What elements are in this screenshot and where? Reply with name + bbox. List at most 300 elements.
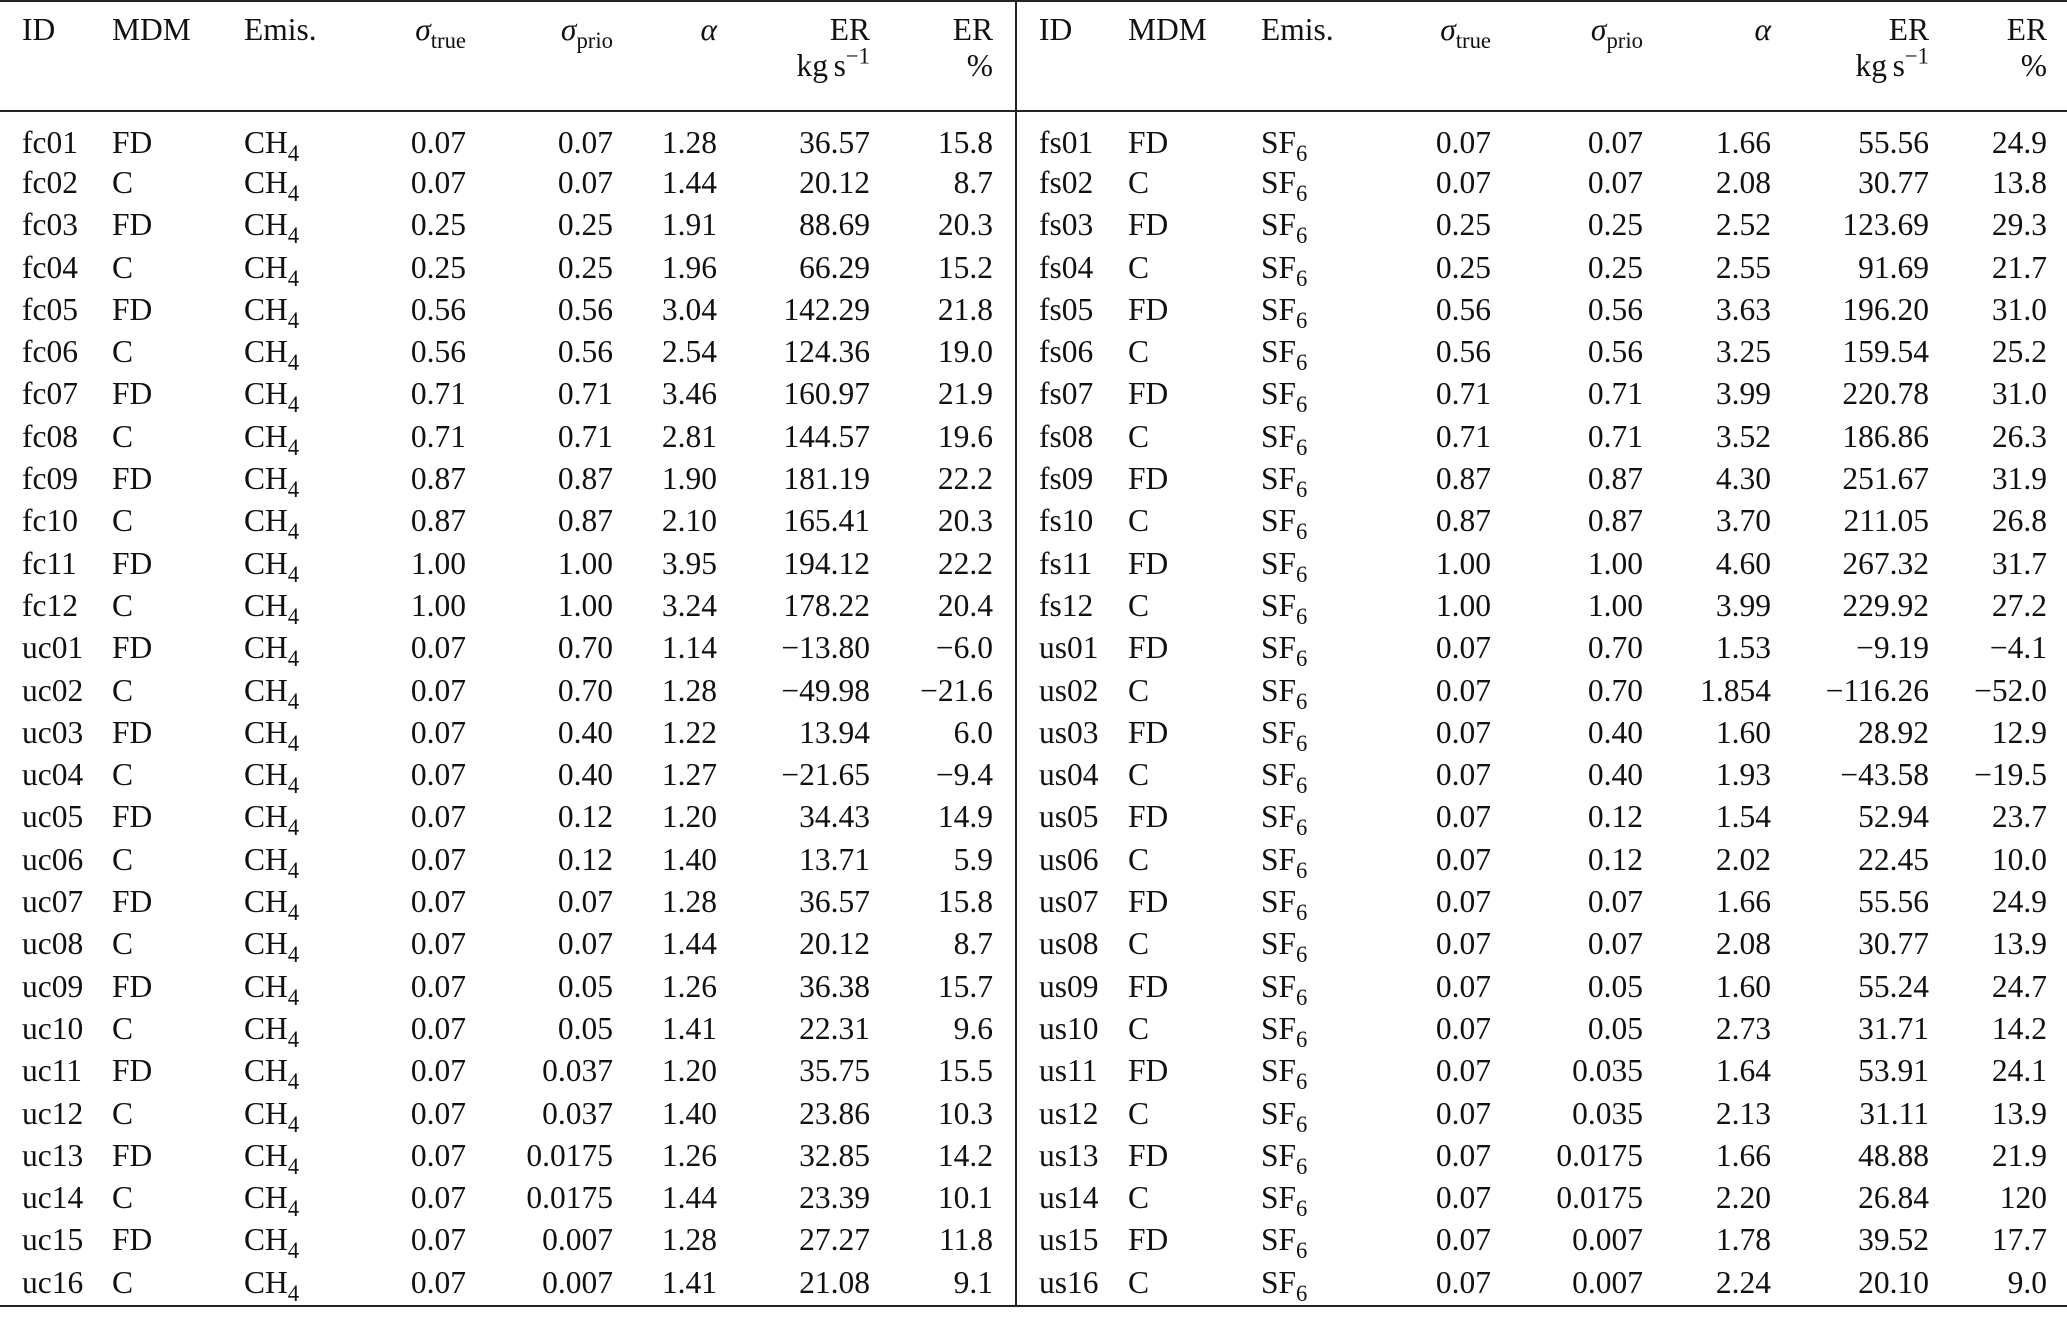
cell-id: uc01 xyxy=(22,630,84,666)
cell-sigma-true-right: 0.07 xyxy=(1435,757,1491,793)
cell-er-pct-right: 21.9 xyxy=(1991,1137,2047,1173)
cell-sigma-true: 0.07 xyxy=(410,757,466,793)
cell-id-right: us07 xyxy=(1016,883,1128,925)
cell-er-abs: 178.22 xyxy=(783,587,870,623)
cell-sigma-prio-right: 0.05 xyxy=(1587,1010,1643,1046)
cell-mdm: C xyxy=(112,587,134,623)
cell-emis: $CH_4$ xyxy=(244,1222,300,1264)
cell-mdm-right: C xyxy=(1128,1180,1150,1216)
cell-mdm-right: FD xyxy=(1128,291,1169,327)
cell-er-pct-right: 10.0 xyxy=(1991,841,2047,877)
cell-id-right: fs09 xyxy=(1016,460,1128,502)
table-row xyxy=(0,333,2067,375)
cell-sigma-prio: 0.56 xyxy=(557,291,613,327)
cell-mdm: C xyxy=(112,672,134,708)
cell-emis-right: $SF_6$ xyxy=(1261,714,1308,756)
cell-alpha: 1.20 xyxy=(661,799,717,835)
cell-alpha: 1.44 xyxy=(661,165,717,200)
header-mdm: MDM xyxy=(112,12,191,47)
cell-alpha: 1.28 xyxy=(661,672,717,708)
cell-er-abs-right: 91.69 xyxy=(1858,249,1929,285)
cell-alpha-right: 1.54 xyxy=(1715,799,1771,835)
cell-er-abs: 23.86 xyxy=(799,1095,870,1131)
cell-er-pct-right: 24.9 xyxy=(1991,884,2047,920)
cell-er-abs: 36.57 xyxy=(799,884,870,920)
header-alpha-right: α xyxy=(1754,12,1771,47)
cell-er-pct-right: 24.9 xyxy=(1991,125,2047,160)
cell-er-pct: 9.1 xyxy=(953,1264,993,1300)
header-emis: Emis. xyxy=(244,12,317,47)
cell-emis-right: $SF_6$ xyxy=(1261,630,1308,672)
cell-sigma-prio: 1.00 xyxy=(557,587,613,623)
cell-er-abs: 34.43 xyxy=(799,799,870,835)
cell-er-pct-right: −52.0 xyxy=(1974,672,2047,708)
cell-mdm: FD xyxy=(112,884,153,920)
cell-id: fc08 xyxy=(22,418,78,454)
cell-emis-right: $SF_6$ xyxy=(1261,1095,1308,1137)
cell-alpha: 1.41 xyxy=(661,1264,717,1300)
cell-sigma-prio-right: 0.007 xyxy=(1572,1222,1643,1258)
cell-sigma-prio-right: 0.07 xyxy=(1587,884,1643,920)
cell-sigma-prio-right: 0.40 xyxy=(1587,757,1643,793)
cell-alpha-right: 2.08 xyxy=(1715,926,1771,962)
cell-er-abs: 88.69 xyxy=(799,207,870,243)
cell-id-right: fs12 xyxy=(1016,587,1128,629)
cell-mdm: C xyxy=(112,249,134,285)
cell-id-right: us16 xyxy=(1016,1264,1128,1306)
cell-alpha: 3.95 xyxy=(661,545,717,581)
cell-emis-right: $SF_6$ xyxy=(1261,926,1308,968)
cell-alpha-right: 4.60 xyxy=(1715,545,1771,581)
table-row xyxy=(0,925,2067,967)
cell-mdm: C xyxy=(112,334,134,370)
cell-id-right: us12 xyxy=(1016,1095,1128,1137)
cell-alpha: 3.46 xyxy=(661,376,717,412)
cell-sigma-true: 1.00 xyxy=(410,545,466,581)
cell-emis-right: $SF_6$ xyxy=(1261,884,1308,925)
cell-emis-right: $SF_6$ xyxy=(1261,418,1308,460)
cell-emis: $CH_4$ xyxy=(244,545,300,587)
cell-er-abs-right: 31.11 xyxy=(1859,1095,1929,1131)
cell-sigma-prio: 0.07 xyxy=(557,125,613,160)
cell-sigma-prio: 0.12 xyxy=(557,841,613,877)
header-er-abs: ER kg $s^{-1}$ xyxy=(796,12,870,83)
cell-er-abs: 165.41 xyxy=(783,503,870,539)
cell-emis-right: $SF_6$ xyxy=(1261,757,1308,799)
cell-er-abs-right: 28.92 xyxy=(1858,714,1929,750)
table-row xyxy=(0,1095,2067,1137)
cell-er-abs-right: 55.56 xyxy=(1858,884,1929,920)
cell-alpha-right: 2.24 xyxy=(1715,1264,1771,1300)
table-body xyxy=(0,111,2067,1306)
cell-sigma-prio: 0.07 xyxy=(557,926,613,962)
cell-id-right: us06 xyxy=(1016,841,1128,883)
cell-sigma-true-right: 0.07 xyxy=(1435,165,1491,200)
cell-emis: $CH_4$ xyxy=(244,1053,300,1095)
cell-alpha: 1.90 xyxy=(661,461,717,497)
cell-er-pct-right: −19.5 xyxy=(1974,757,2047,793)
cell-mdm-right: C xyxy=(1128,757,1150,793)
cell-mdm-right: FD xyxy=(1128,207,1169,243)
cell-mdm: FD xyxy=(112,630,153,666)
cell-mdm-right: C xyxy=(1128,926,1150,962)
cell-emis: $CH_4$ xyxy=(244,968,300,1010)
cell-sigma-prio-right: 0.71 xyxy=(1587,418,1643,454)
cell-er-pct: 15.7 xyxy=(937,968,993,1004)
cell-id: uc07 xyxy=(22,884,84,920)
cell-id-right: us08 xyxy=(1016,925,1128,967)
cell-alpha: 1.26 xyxy=(661,1137,717,1173)
cell-er-pct-right: 31.0 xyxy=(1991,376,2047,412)
cell-er-abs-right: 186.86 xyxy=(1842,418,1929,454)
header-er-abs-right: ER kg $s^{-1}$ xyxy=(1855,12,1929,83)
cell-sigma-prio: 0.007 xyxy=(542,1264,613,1300)
cell-mdm: FD xyxy=(112,799,153,835)
header-emis-right: Emis. xyxy=(1261,12,1334,47)
cell-id: fc02 xyxy=(22,165,78,200)
cell-mdm: C xyxy=(112,841,134,877)
cell-alpha-right: 3.99 xyxy=(1715,376,1771,412)
cell-sigma-prio-right: 1.00 xyxy=(1587,587,1643,623)
cell-sigma-true-right: 0.07 xyxy=(1435,1010,1491,1046)
cell-er-abs-right: 30.77 xyxy=(1858,165,1929,200)
cell-sigma-true: 0.07 xyxy=(410,1010,466,1046)
cell-emis-right: $SF_6$ xyxy=(1261,1222,1308,1264)
cell-er-pct: 15.2 xyxy=(937,249,993,285)
table-row xyxy=(0,418,2067,460)
cell-emis-right: $SF_6$ xyxy=(1261,207,1308,249)
cell-emis: $CH_4$ xyxy=(244,1180,300,1222)
cell-id-right: fs08 xyxy=(1016,418,1128,460)
cell-id-right: us02 xyxy=(1016,672,1128,714)
cell-er-abs: 160.97 xyxy=(783,376,870,412)
cell-id: fc07 xyxy=(22,376,78,412)
cell-sigma-prio-right: 0.07 xyxy=(1587,125,1643,160)
cell-sigma-prio-right: 0.07 xyxy=(1587,926,1643,962)
cell-alpha-right: 3.99 xyxy=(1715,587,1771,623)
cell-alpha: 2.54 xyxy=(661,334,717,370)
cell-er-pct-right: 26.3 xyxy=(1991,418,2047,454)
cell-sigma-true: 0.07 xyxy=(410,841,466,877)
cell-sigma-prio: 0.70 xyxy=(557,630,613,666)
header-sigma-prio: $\sigma_{prio}$ xyxy=(560,12,613,53)
cell-sigma-prio-right: 0.87 xyxy=(1587,503,1643,539)
cell-sigma-true-right: 0.56 xyxy=(1435,334,1491,370)
cell-sigma-prio-right: 0.25 xyxy=(1587,207,1643,243)
cell-er-pct-right: 17.7 xyxy=(1991,1222,2047,1258)
cell-er-abs: 32.85 xyxy=(799,1137,870,1173)
cell-emis: $CH_4$ xyxy=(244,461,300,503)
cell-er-abs-right: 211.05 xyxy=(1843,503,1929,539)
cell-sigma-true-right: 0.07 xyxy=(1435,1222,1491,1258)
cell-alpha-right: 1.60 xyxy=(1715,968,1771,1004)
cell-er-abs-right: 26.84 xyxy=(1858,1180,1929,1216)
cell-er-pct-right: 24.1 xyxy=(1991,1053,2047,1089)
cell-emis: $CH_4$ xyxy=(244,165,300,206)
cell-mdm-right: C xyxy=(1128,1264,1150,1300)
cell-er-pct: 15.8 xyxy=(937,125,993,160)
header-er-pct-right: ER % xyxy=(2006,12,2047,83)
cell-sigma-true: 0.07 xyxy=(410,968,466,1004)
cell-er-abs-right: 123.69 xyxy=(1842,207,1929,243)
table-row xyxy=(0,672,2067,714)
cell-mdm: FD xyxy=(112,1137,153,1173)
cell-alpha: 3.04 xyxy=(661,291,717,327)
cell-sigma-prio: 0.70 xyxy=(557,672,613,708)
table-row xyxy=(0,756,2067,798)
cell-alpha: 1.28 xyxy=(661,125,717,160)
cell-id: uc09 xyxy=(22,968,84,1004)
cell-mdm: FD xyxy=(112,461,153,497)
cell-mdm-right: FD xyxy=(1128,799,1169,835)
cell-er-abs-right: 229.92 xyxy=(1842,587,1929,623)
cell-alpha-right: 2.02 xyxy=(1715,841,1771,877)
cell-sigma-prio: 0.037 xyxy=(542,1053,613,1089)
cell-alpha: 1.91 xyxy=(661,207,717,243)
table-row xyxy=(0,460,2067,502)
table-row xyxy=(0,798,2067,840)
cell-id-right: us09 xyxy=(1016,968,1128,1010)
cell-mdm-right: FD xyxy=(1128,125,1169,160)
cell-emis: $CH_4$ xyxy=(244,503,300,545)
cell-er-pct: 11.8 xyxy=(939,1222,993,1258)
cell-sigma-true: 0.07 xyxy=(410,1222,466,1258)
cell-id-right: fs02 xyxy=(1016,164,1128,206)
cell-sigma-true: 0.07 xyxy=(410,714,466,750)
cell-er-pct: 15.8 xyxy=(937,884,993,920)
table-row xyxy=(0,164,2067,206)
table-row xyxy=(0,291,2067,333)
cell-alpha-right: 4.30 xyxy=(1715,461,1771,497)
cell-sigma-true-right: 0.07 xyxy=(1435,1095,1491,1131)
cell-emis-right: $SF_6$ xyxy=(1261,968,1308,1010)
cell-id: uc10 xyxy=(22,1010,84,1046)
cell-er-abs: 36.38 xyxy=(799,968,870,1004)
cell-er-abs-right: 159.54 xyxy=(1842,334,1929,370)
cell-er-abs: 21.08 xyxy=(799,1264,870,1300)
cell-emis-right: $SF_6$ xyxy=(1261,799,1308,841)
cell-id-right: us04 xyxy=(1016,756,1128,798)
cell-id: uc04 xyxy=(22,757,84,793)
cell-sigma-prio: 0.12 xyxy=(557,799,613,835)
cell-alpha-right: 2.08 xyxy=(1715,165,1771,200)
cell-id: fc03 xyxy=(22,207,78,243)
cell-id-right: us11 xyxy=(1016,1052,1128,1094)
cell-er-pct: −6.0 xyxy=(935,630,993,666)
cell-id-right: us05 xyxy=(1016,798,1128,840)
cell-sigma-prio-right: 0.25 xyxy=(1587,249,1643,285)
cell-sigma-true-right: 0.25 xyxy=(1435,249,1491,285)
header-er-pct: ER % xyxy=(952,12,993,83)
cell-sigma-prio-right: 0.70 xyxy=(1587,630,1643,666)
cell-sigma-prio: 0.25 xyxy=(557,249,613,285)
header-id: ID xyxy=(22,12,56,47)
cell-er-pct-right: 24.7 xyxy=(1991,968,2047,1004)
cell-er-abs-right: 20.10 xyxy=(1858,1264,1929,1300)
cell-mdm-right: C xyxy=(1128,1095,1150,1131)
cell-mdm: FD xyxy=(112,714,153,750)
header-alpha: α xyxy=(700,12,717,47)
cell-er-abs-right: 53.91 xyxy=(1858,1053,1929,1089)
cell-mdm: C xyxy=(112,1180,134,1216)
cell-sigma-prio: 0.0175 xyxy=(526,1180,613,1216)
table-row xyxy=(0,375,2067,417)
cell-mdm-right: FD xyxy=(1128,1053,1169,1089)
cell-emis-right: $SF_6$ xyxy=(1261,461,1308,503)
cell-er-pct-right: 13.8 xyxy=(1991,165,2047,200)
cell-sigma-prio: 1.00 xyxy=(557,545,613,581)
cell-sigma-true-right: 0.07 xyxy=(1435,672,1491,708)
cell-er-abs-right: 267.32 xyxy=(1842,545,1929,581)
table-row xyxy=(0,502,2067,544)
cell-sigma-prio: 0.87 xyxy=(557,461,613,497)
cell-er-pct-right: 21.7 xyxy=(1991,249,2047,285)
header-sigma-prio-right: $\sigma_{prio}$ xyxy=(1590,12,1643,53)
cell-er-abs: 27.27 xyxy=(799,1222,870,1258)
cell-er-abs-right: 55.24 xyxy=(1858,968,1929,1004)
cell-id-right: fs06 xyxy=(1016,333,1128,375)
cell-mdm-right: C xyxy=(1128,334,1150,370)
cell-id-right: fs11 xyxy=(1016,545,1128,587)
cell-emis: $CH_4$ xyxy=(244,841,300,883)
cell-alpha: 2.81 xyxy=(661,418,717,454)
cell-er-abs: 13.94 xyxy=(799,714,870,750)
cell-mdm: C xyxy=(112,757,134,793)
cell-er-abs: −49.98 xyxy=(781,672,870,708)
cell-sigma-true: 0.07 xyxy=(410,165,466,200)
cell-emis-right: $SF_6$ xyxy=(1261,376,1308,418)
cell-id: fc06 xyxy=(22,334,78,370)
cell-id: fc05 xyxy=(22,291,78,327)
cell-sigma-true-right: 0.07 xyxy=(1435,1180,1491,1216)
cell-sigma-true: 0.56 xyxy=(410,334,466,370)
cell-sigma-true: 0.25 xyxy=(410,249,466,285)
cell-mdm-right: FD xyxy=(1128,884,1169,920)
cell-id: fc09 xyxy=(22,461,78,497)
cell-emis: $CH_4$ xyxy=(244,587,300,629)
cell-id-right: fs05 xyxy=(1016,291,1128,333)
cell-mdm-right: C xyxy=(1128,503,1150,539)
cell-mdm-right: FD xyxy=(1128,376,1169,412)
cell-id: fc01 xyxy=(22,125,78,160)
cell-mdm: FD xyxy=(112,968,153,1004)
cell-er-abs: 20.12 xyxy=(799,165,870,200)
cell-id-right: fs01 xyxy=(1016,111,1128,164)
cell-id: fc11 xyxy=(22,545,77,581)
cell-id: fc12 xyxy=(22,587,78,623)
cell-er-abs: 35.75 xyxy=(799,1053,870,1089)
cell-sigma-true: 0.07 xyxy=(410,1264,466,1300)
cell-sigma-true: 0.07 xyxy=(410,1180,466,1216)
cell-id-right: fs07 xyxy=(1016,375,1128,417)
cell-emis: $CH_4$ xyxy=(244,672,300,714)
cell-emis: $CH_4$ xyxy=(244,1095,300,1137)
cell-mdm-right: C xyxy=(1128,418,1150,454)
cell-er-abs-right: 39.52 xyxy=(1858,1222,1929,1258)
cell-sigma-prio: 0.40 xyxy=(557,714,613,750)
cell-sigma-true-right: 0.07 xyxy=(1435,926,1491,962)
cell-sigma-true-right: 0.87 xyxy=(1435,461,1491,497)
cell-sigma-true-right: 0.07 xyxy=(1435,125,1491,160)
cell-er-abs: 194.12 xyxy=(783,545,870,581)
cell-sigma-prio-right: 0.71 xyxy=(1587,376,1643,412)
cell-alpha-right: 3.63 xyxy=(1715,291,1771,327)
cell-id: uc16 xyxy=(22,1264,84,1300)
cell-sigma-true-right: 0.71 xyxy=(1435,418,1491,454)
cell-id: uc11 xyxy=(22,1053,83,1089)
table-row xyxy=(0,841,2067,883)
cell-er-pct: 22.2 xyxy=(937,461,993,497)
cell-er-pct-right: 12.9 xyxy=(1991,714,2047,750)
table-row xyxy=(0,587,2067,629)
cell-er-pct-right: 13.9 xyxy=(1991,926,2047,962)
cell-er-abs-right: −9.19 xyxy=(1856,630,1929,666)
cell-id: uc03 xyxy=(22,714,84,750)
cell-alpha: 1.40 xyxy=(661,841,717,877)
cell-er-pct-right: 31.9 xyxy=(1991,461,2047,497)
cell-er-abs: 36.57 xyxy=(799,125,870,160)
cell-mdm: FD xyxy=(112,1222,153,1258)
table-row xyxy=(0,883,2067,925)
cell-emis: $CH_4$ xyxy=(244,1264,300,1306)
cell-er-abs: 13.71 xyxy=(799,841,870,877)
cell-alpha-right: 2.20 xyxy=(1715,1180,1771,1216)
cell-sigma-true-right: 0.07 xyxy=(1435,1264,1491,1300)
cell-sigma-true-right: 0.87 xyxy=(1435,503,1491,539)
cell-alpha: 1.44 xyxy=(661,1180,717,1216)
cell-sigma-true-right: 0.07 xyxy=(1435,968,1491,1004)
cell-mdm: C xyxy=(112,1010,134,1046)
cell-alpha: 1.40 xyxy=(661,1095,717,1131)
cell-emis-right: $SF_6$ xyxy=(1261,587,1308,629)
cell-mdm: C xyxy=(112,165,134,200)
cell-emis: $CH_4$ xyxy=(244,418,300,460)
cell-emis: $CH_4$ xyxy=(244,1010,300,1052)
cell-sigma-prio: 0.87 xyxy=(557,503,613,539)
cell-emis: $CH_4$ xyxy=(244,799,300,841)
cell-er-pct: 8.7 xyxy=(953,926,993,962)
cell-alpha-right: 2.73 xyxy=(1715,1010,1771,1046)
cell-sigma-true: 0.71 xyxy=(410,418,466,454)
cell-er-pct: 5.9 xyxy=(953,841,993,877)
cell-sigma-true: 0.07 xyxy=(410,884,466,920)
cell-mdm: C xyxy=(112,1095,134,1131)
cell-er-pct-right: 14.2 xyxy=(1991,1010,2047,1046)
cell-alpha: 1.14 xyxy=(661,630,717,666)
cell-sigma-true: 0.07 xyxy=(410,125,466,160)
cell-er-abs: 142.29 xyxy=(783,291,870,327)
cell-er-pct: 19.0 xyxy=(937,334,993,370)
cell-sigma-true-right: 0.07 xyxy=(1435,884,1491,920)
cell-er-pct: 10.3 xyxy=(937,1095,993,1131)
cell-sigma-true: 0.07 xyxy=(410,799,466,835)
cell-emis-right: $SF_6$ xyxy=(1261,125,1308,166)
table-row xyxy=(0,111,2067,164)
cell-alpha: 1.28 xyxy=(661,884,717,920)
cell-er-pct-right: 29.3 xyxy=(1991,207,2047,243)
cell-emis-right: $SF_6$ xyxy=(1261,291,1308,333)
cell-er-pct-right: 31.7 xyxy=(1991,545,2047,581)
cell-sigma-true-right: 1.00 xyxy=(1435,545,1491,581)
cell-sigma-prio-right: 0.70 xyxy=(1587,672,1643,708)
cell-er-abs: −21.65 xyxy=(781,757,870,793)
cell-sigma-prio: 0.71 xyxy=(557,376,613,412)
cell-sigma-prio: 0.007 xyxy=(542,1222,613,1258)
cell-mdm: C xyxy=(112,503,134,539)
cell-sigma-prio-right: 0.12 xyxy=(1587,799,1643,835)
cell-sigma-true-right: 0.07 xyxy=(1435,1053,1491,1089)
cell-er-pct: 20.3 xyxy=(937,207,993,243)
